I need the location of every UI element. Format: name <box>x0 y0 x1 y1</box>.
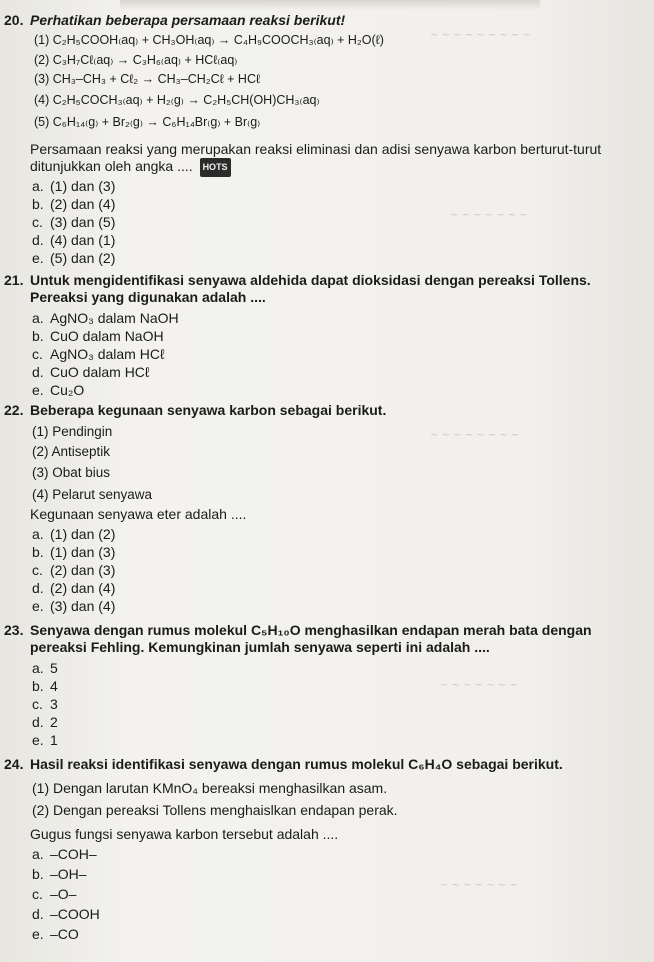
option-text: (4) dan (1) <box>50 232 116 248</box>
list-item: (1) Pendingin <box>32 424 113 439</box>
option-letter: d. <box>32 364 44 380</box>
option-letter: c. <box>32 562 43 578</box>
option-text: Cu₂O <box>50 382 85 398</box>
option-text: (1) dan (2) <box>50 526 116 542</box>
equation-5: (5) C₆H₁₄₍g₎ + Br₂₍g₎ → C₆H₁₄Br₍g₎ + Br₍g₎ <box>34 115 261 129</box>
option-letter: b. <box>32 678 44 694</box>
question-text <box>30 141 630 177</box>
option-text: 1 <box>50 732 58 748</box>
option-text: –CO <box>50 926 79 942</box>
option-letter: a. <box>32 526 44 542</box>
option-text: –OH– <box>50 866 87 882</box>
list-item: (2) Dengan pereaksi Tollens menghaislkan endapan perak. <box>32 802 398 818</box>
option-text: (2) dan (4) <box>50 580 116 596</box>
bleed-text: ~ ~ ~ ~ ~ ~ ~ <box>440 680 518 691</box>
list-item: (1) Dengan larutan KMnO₄ bereaksi menghasilkan asam. <box>32 780 388 796</box>
question-number: 21. <box>4 272 24 288</box>
hots-badge: HOTS <box>200 158 231 177</box>
option-e[interactable] <box>32 382 84 398</box>
question-text: Gugus fungsi senyawa karbon tersebut adalah .... <box>30 826 339 842</box>
list-item: (3) Obat bius <box>32 465 111 480</box>
option-c[interactable] <box>32 696 58 712</box>
option-a[interactable] <box>32 310 179 326</box>
option-letter: a. <box>32 310 44 326</box>
option-e[interactable] <box>32 732 58 748</box>
option-text: AgNO₃ dalam HCℓ <box>50 346 165 362</box>
option-text: (3) dan (5) <box>50 214 116 230</box>
option-letter: a. <box>32 660 44 676</box>
option-letter: c. <box>32 696 43 712</box>
question-text: Untuk mengidentifikasi senyawa aldehida dapat dioksidasi dengan pereaksi Tollens. Pereaksi yang digunakan adalah .... <box>30 272 591 305</box>
question-text: Kegunaan senyawa eter adalah .... <box>30 506 247 522</box>
option-letter: b. <box>32 328 44 344</box>
equation-3: (3) CH₃–CH₃ + Cℓ₂ → CH₃–CH₂Cℓ + HCℓ <box>34 72 261 86</box>
option-letter: c. <box>32 886 43 902</box>
option-letter: e. <box>32 732 44 748</box>
option-d[interactable] <box>32 232 115 248</box>
bleed-text: ~ ~ ~ ~ ~ ~ ~ <box>450 210 528 221</box>
option-letter: b. <box>32 866 44 882</box>
option-letter: e. <box>32 926 44 942</box>
option-d[interactable] <box>32 714 58 730</box>
question-number: 23. <box>4 622 24 638</box>
option-text: –COOH <box>50 906 100 922</box>
option-text: (3) dan (4) <box>50 598 116 614</box>
option-d[interactable] <box>32 906 100 922</box>
option-c[interactable] <box>32 346 164 362</box>
list-item: (4) Pelarut senyawa <box>32 487 153 502</box>
option-text: 4 <box>50 678 58 694</box>
option-letter: c. <box>32 214 43 230</box>
option-letter: e. <box>32 598 44 614</box>
option-text: (1) dan (3) <box>50 178 116 194</box>
option-c[interactable] <box>32 214 115 230</box>
option-text: 2 <box>50 714 58 730</box>
option-e[interactable] <box>32 598 115 614</box>
option-text: (1) dan (3) <box>50 544 116 560</box>
list-item: (2) Antiseptik <box>32 444 111 459</box>
bleed-text: ~ ~ ~ ~ ~ ~ ~ ~ ~ <box>430 30 531 41</box>
equation-4: (4) C₂H₅COCH₃₍aq₎ + H₂₍g₎ → C₂H₅CH(OH)CH₃₍aq₎ <box>34 93 320 107</box>
option-text: 5 <box>50 660 58 676</box>
question-intro: Beberapa kegunaan senyawa karbon sebagai berikut. <box>30 402 387 418</box>
question-text: Senyawa dengan rumus molekul C₅H₁₀O menghasilkan endapan merah bata dengan pereaksi Fehling. Kemungkinan jumlah senyawa seperti ini adalah .... <box>30 622 592 655</box>
option-b[interactable] <box>32 866 87 882</box>
option-c[interactable] <box>32 886 76 902</box>
option-text: –COH– <box>50 846 97 862</box>
option-b[interactable] <box>32 678 58 694</box>
option-a[interactable] <box>32 178 115 194</box>
bleed-text: ~ ~ ~ ~ ~ ~ ~ <box>440 880 518 891</box>
option-text: –O– <box>50 886 77 902</box>
option-letter: b. <box>32 196 44 212</box>
question-intro: Hasil reaksi identifikasi senyawa dengan rumus molekul C₆H₄O sebagai berikut. <box>30 756 563 772</box>
option-text: (5) dan (2) <box>50 250 116 266</box>
equation-1: (1) C₂H₅COOH₍aq₎ + CH₃OH₍aq₎ → C₄H₉COOCH₃₍aq₎ + H₂O(ℓ) <box>34 33 384 47</box>
option-a[interactable] <box>32 660 58 676</box>
option-letter: e. <box>32 382 44 398</box>
option-text: CuO dalam HCℓ <box>50 364 150 380</box>
option-e[interactable] <box>32 250 115 266</box>
option-letter: a. <box>32 846 44 862</box>
option-letter: b. <box>32 544 44 560</box>
option-letter: d. <box>32 714 44 730</box>
question-number: 24. <box>4 756 24 772</box>
option-b[interactable] <box>32 328 164 344</box>
option-text: CuO dalam NaOH <box>50 328 164 344</box>
question-number: 20. <box>4 12 24 28</box>
option-letter: d. <box>32 906 44 922</box>
option-text: (2) dan (4) <box>50 196 116 212</box>
option-e[interactable] <box>32 926 79 942</box>
option-letter: e. <box>32 250 44 266</box>
option-c[interactable] <box>32 562 115 578</box>
bleed-text: ~ ~ ~ ~ ~ ~ ~ ~ <box>430 430 520 441</box>
option-text: 3 <box>50 696 58 712</box>
option-a[interactable] <box>32 846 97 862</box>
option-text: (2) dan (3) <box>50 562 116 578</box>
question-number: 22. <box>4 402 24 418</box>
option-letter: d. <box>32 232 44 248</box>
equation-2: (2) C₃H₇Cℓ₍aq₎ → C₃H₆₍aq₎ + HCℓ₍aq₎ <box>34 53 238 67</box>
option-b[interactable] <box>32 544 115 560</box>
option-text: AgNO₃ dalam NaOH <box>50 310 179 326</box>
question-text-body: Persamaan reaksi yang merupakan reaksi eliminasi dan adisi senyawa karbon berturut-turut ditunjukkan oleh angka .... <box>30 141 602 174</box>
option-letter: c. <box>32 346 43 362</box>
option-letter: d. <box>32 580 44 596</box>
top-shadow <box>120 0 540 10</box>
option-d[interactable] <box>32 364 149 380</box>
option-d[interactable] <box>32 580 115 596</box>
option-a[interactable] <box>32 526 115 542</box>
option-letter: a. <box>32 178 44 194</box>
question-intro: Perhatikan beberapa persamaan reaksi berikut! <box>30 12 346 28</box>
option-b[interactable] <box>32 196 115 212</box>
